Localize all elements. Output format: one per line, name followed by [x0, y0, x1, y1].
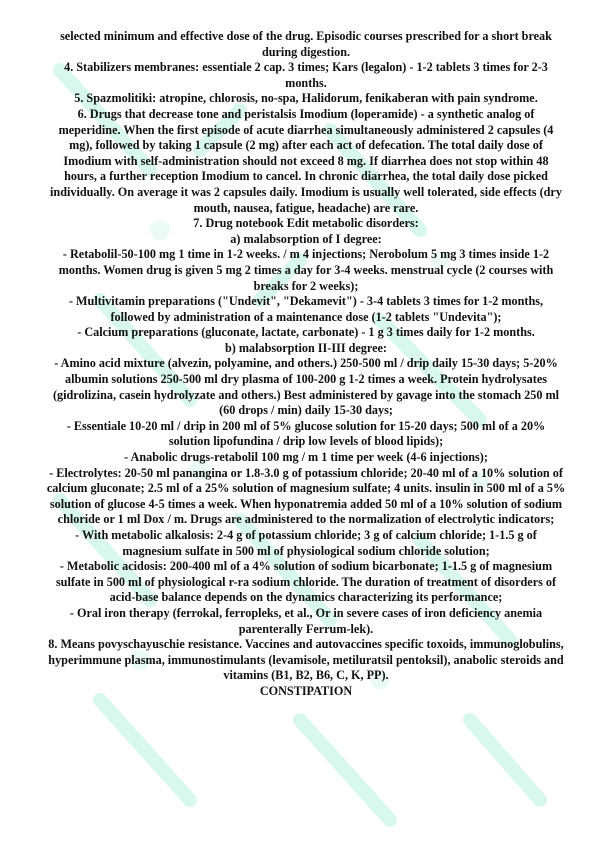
- section-heading: CONSTIPATION: [259, 683, 353, 698]
- list-item: - Retabolil-50-100 mg 1 time in 1-2 weeks. / m 4 injections; Nerobolum 5 mg 3 times inside 1-2 months. Women drug is given 5 mg 2 times a day for 3-4 weeks. menstrual cycle (2 courses with breaks for 2 weeks);: [58, 247, 554, 293]
- list-item: - Electrolytes: 20-50 ml panangina or 1.8-3.0 g of potassium chloride; 20-40 ml of a 10% solution of calcium gluconate; 2.5 ml of a 25% solution of magnesium sulfate; 4 units. insulin in 500 ml of a 5% solution of glucose 4-5 times a week. When hyponatremia added 50 ml of a 10% solution of sodium chloride or 1 ml Dox / m. Drugs are administered to the normalization of electrolytic indicators;: [46, 465, 566, 527]
- subsection-heading: a) malabsorption of I degree:: [230, 231, 382, 246]
- paragraph: 6. Drugs that decrease tone and peristalsis Imodium (loperamide) - a synthetic analog of meperidine. When the first episode of acute diarrhea simultaneously administered 2 capsules (4 mg), followed by taking 1 capsule (2 mg) after each act of defecation. The total daily dose of Imodium with self-administration should not exceed 8 mg. If diarrhea does not stop within 48 hours, a further reception Imodium to cancel. In chronic diarrhea, the total daily dose picked individually. On average it was 2 capsules daily. Imodium is usually well tolerated, side effects (dry mouth, nausea, fatigue, headache) are rare.: [50, 106, 562, 215]
- list-item: - Calcium preparations (gluconate, lactate, carbonate) - 1 g 3 times daily for 1-2 months.: [77, 325, 535, 340]
- watermark-stroke: [470, 720, 540, 800]
- list-item: - With metabolic alkalosis: 2-4 g of potassium chloride; 3 g of calcium chloride; 1-1.5 g of magnesium sulfate in 500 ml of physiological sodium chloride solution;: [75, 528, 537, 558]
- document-body: [46, 29, 566, 700]
- paragraph: 5. Spazmolitiki: atropine, chlorosis, no-spa, Halidorum, fenikaberan with pain syndrome.: [74, 91, 538, 106]
- paragraph: 8. Means povyschayuschie resistance. Vaccines and autovaccines specific toxoids, immunoglobulins, hyperimmune plasma, immunostimulants (levamisole, metiluratsil pentoksil), anabolic steroids and vitamins (B1, B2, B6, C, K, PP).: [48, 637, 564, 683]
- paragraph: 4. Stabilizers membranes: essentiale 2 cap. 3 times; Kars (legalon) - 1-2 tablets 3 times for 2-3 months.: [64, 60, 548, 90]
- subsection-heading: b) malabsorption II-III degree:: [225, 340, 387, 355]
- watermark-stroke: [300, 720, 390, 820]
- paragraph: selected minimum and effective dose of the drug. Episodic courses prescribed for a short break during digestion.: [60, 29, 552, 59]
- list-item: - Anabolic drugs-retabolil 100 mg / m 1 time per week (4-6 injections);: [124, 450, 488, 465]
- section-heading: 7. Drug notebook Edit metabolic disorders:: [193, 216, 419, 231]
- list-item: - Essentiale 10-20 ml / drip in 200 ml of 5% glucose solution for 15-20 days; 500 ml of a 20% solution lipofundina / drip low levels of blood lipids);: [66, 418, 546, 449]
- watermark-stroke: [100, 700, 190, 800]
- list-item: - Metabolic acidosis: 200-400 ml of a 4% solution of sodium bicarbonate; 1-1.5 g of magnesium sulfate in 500 ml of physiological r-ra sodium chloride. The duration of treatment of disorders of acid-base balance depends on the dynamics characterizing its performance;: [55, 559, 557, 605]
- list-item: - Multivitamin preparations ("Undevit", "Dekamevit") - 3-4 tablets 3 times for 1-2 months, followed by administration of a maintenance dose (1-2 tablets "Undevita");: [68, 294, 544, 324]
- list-item: - Oral iron therapy (ferrokal, ferropleks, et al., Or in severe cases of iron deficiency anemia parenterally Ferrum-lek).: [69, 605, 543, 636]
- list-item: - Amino acid mixture (alvezin, polyamine, and others.) 250-500 ml / drip daily 15-30 days; 5-20% albumin solutions 250-500 ml dry plasma of 100-200 g 1-2 times a week. Protein hydrolysates (gidrolizina, casein hydrolyzate and others.) Best administered by gavage into the stomach 250 ml (60 drops / min) daily 15-30 days;: [52, 356, 560, 418]
